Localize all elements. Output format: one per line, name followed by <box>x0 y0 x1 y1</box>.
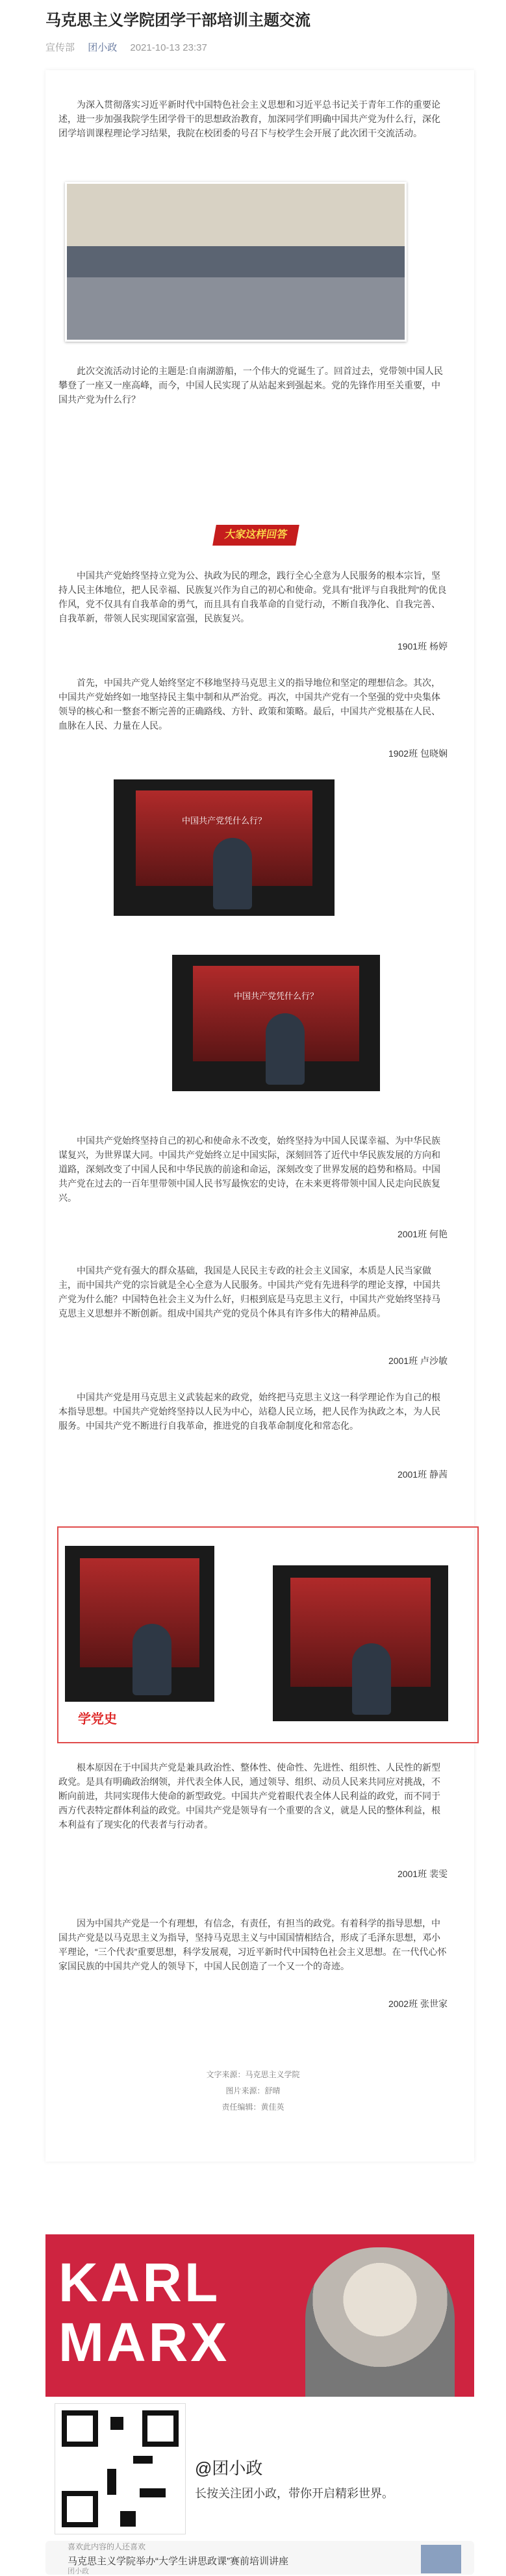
recommend-source: 团小政 <box>68 2568 89 2575</box>
recommend-card[interactable] <box>45 2541 474 2575</box>
speech-photo-2 <box>172 955 380 1091</box>
group-photo <box>65 182 407 342</box>
recommend-label: 喜欢此内容的人还喜欢 <box>68 2542 146 2551</box>
answer-2-signature: 1902班 包晓娴 <box>388 748 448 759</box>
portrait-icon <box>305 2247 455 2397</box>
study-label: 学党史 <box>78 1712 117 1726</box>
qr-code[interactable] <box>55 2403 186 2534</box>
answer-2: 首先，中国共产党人始终坚定不移地坚持马克思主义的指导地位和坚定的理想信念。其次，中国共产党始终如一地坚持民主集中制和从严治党。再次，中国共产党有一个坚强的党中央集体领导的核心和一整套不断完善的正确路线、方针、政策和策略。最后，中国共产党根基在人民、血脉在人民、力量在人民。 <box>58 677 440 731</box>
answer-3: 中国共产党始终坚持自己的初心和使命永不改变，始终坚持为中国人民谋幸福、为中华民族谋复兴，为世界谋大同。中国共产党始终立足中国实际，深刻回答了近代中华民族发展的方向和道路，深刻改变了中国人民和中华民族的前途和命运，深刻改变了世界发展的趋势和格局。中国共产党在过去的一百年里带领中国人民书写最恢宏的史诗，在未来更将带领中国人民走向民族复兴。 <box>58 1135 440 1203</box>
answer-3-signature: 2001班 何艳 <box>397 1229 448 1239</box>
answer-7-signature: 2002班 张世家 <box>388 1999 448 2009</box>
intro-paragraph: 为深入贯彻落实习近平新时代中国特色社会主义思想和习近平总书记关于青年工作的重要论述，进一步加强我院学生团学骨干的思想政治教育，加深同学们明确中国共产党为什么行，深化团学培训课程理论学习结果，我院在校团委的号召下与校学生会开展了此次团干交流活动。 <box>58 99 440 138</box>
karl-marx-poster <box>45 2234 474 2397</box>
answer-1: 中国共产党始终坚持立党为公、执政为民的理念，践行全心全意为人民服务的根本宗旨，坚持人民主体地位，把人民幸福、民族复兴作为自己的初心和使命。党具有“批评与自我批判”的优良作风，党不仅具有自我革命的勇气，而且具有自我革命的自觉行动，不断自我净化、自我完善、自我革新，带领人民实现国家富强，民族复兴。 <box>58 570 447 624</box>
author-name: 宣传部 <box>45 42 75 53</box>
credit-editor: 责任编辑：黄佳英 <box>221 2102 285 2112</box>
slide-title-1: 中国共产党凭什么行？ <box>181 815 266 826</box>
answer-6-signature: 2001班 裴雯 <box>397 1869 448 1879</box>
answer-5-signature: 2001班 静茜 <box>397 1469 448 1480</box>
speech-photo-4 <box>273 1565 448 1721</box>
follow-slogan: 长按关注团小政，带你开启精彩世界。 <box>195 2487 394 2500</box>
recommend-title[interactable]: 马克思主义学院举办“大学生讲思政课”赛前培训讲座 <box>68 2556 288 2567</box>
answers-banner: 大家这样回答 <box>212 525 299 546</box>
slide-title-2: 中国共产党凭什么行？ <box>233 991 318 1001</box>
speech-photo-3 <box>65 1546 214 1702</box>
answer-4-signature: 2001班 卢沙敏 <box>388 1356 448 1366</box>
account-handle: @团小政 <box>195 2458 263 2478</box>
poster-line-1: KARL <box>58 2252 221 2313</box>
speech-photo-1 <box>114 779 335 916</box>
poster-line-2: MARX <box>58 2312 230 2373</box>
answer-5: 中国共产党是用马克思主义武装起来的政党，始终把马克思主义这一科学理论作为自己的根本指导思想。中国共产党始终坚持以人民为中心，站稳人民立场，把人民作为执政之本，为人民服务。中国共产党不断进行自我革命，推进党的自我革命制度化和常态化。 <box>58 1392 440 1431</box>
answer-1-signature: 1901班 杨婷 <box>397 641 448 651</box>
topic-paragraph: 此次交流活动讨论的主题是:自南湖游船，一个伟大的党诞生了。回首过去，党带领中国人民攀登了一座又一座高峰，而今，中国人民实现了从站起来到强起来。党的先锋作用至关重要，中国共产党为什么行？ <box>58 366 443 405</box>
credit-text: 文字来源：马克思主义学院 <box>206 2070 300 2079</box>
answer-6: 根本原因在于中国共产党是兼具政治性、整体性、使命性、先进性、组织性、人民性的新型政党。是具有明确政治纲领，并代表全体人民，通过领导、组织、动员人民来共同应对挑战，不断向前进，共同实现伟大使命的新型政党。中国共产党着眼代表全体人民利益的政党，而不同于西方代表特定群体利益的政党。中国共产党是领导有一个重要的含义，就是人民的整体利益，根本利益有了现实化的代表者与行动者。 <box>58 1762 440 1830</box>
recommend-thumbnail[interactable] <box>421 2545 461 2573</box>
credit-photo: 图片来源：舒晴 <box>225 2086 281 2095</box>
answer-4: 中国共产党有强大的群众基础，我国是人民民主专政的社会主义国家，本质是人民当家做主，而中国共产党的宗旨就是全心全意为人民服务。中国共产党有先进科学的理论支撑，中国共产党为什么能？中国特色社会主义为什么好，归根到底是马克思主义行，中国共产党始终坚持马克思主义思想并不断创新。组成中国共产党的党员个体具有许多伟大的精神品质。 <box>58 1265 440 1319</box>
article-title: 马克思主义学院团学干部培训主题交流 <box>45 12 310 29</box>
article-header <box>45 10 474 54</box>
article-meta <box>45 40 474 54</box>
answer-7: 因为中国共产党是一个有理想，有信念，有责任，有担当的政党。有着科学的指导思想，中国共产党是以马克思主义为指导，坚持马克思主义与中国国情相结合，形成了毛泽东思想，邓小平理论，“三个代表”重要思想，科学发展观，习近平新时代中国特色社会主义思想。在一代代心怀家国民族的中国共产党人的领导下，中国人民创造了一个又一个的奇迹。 <box>58 1918 447 1971</box>
publish-date: 2021-10-13 23:37 <box>130 42 207 53</box>
account-link[interactable]: 团小政 <box>88 42 118 53</box>
